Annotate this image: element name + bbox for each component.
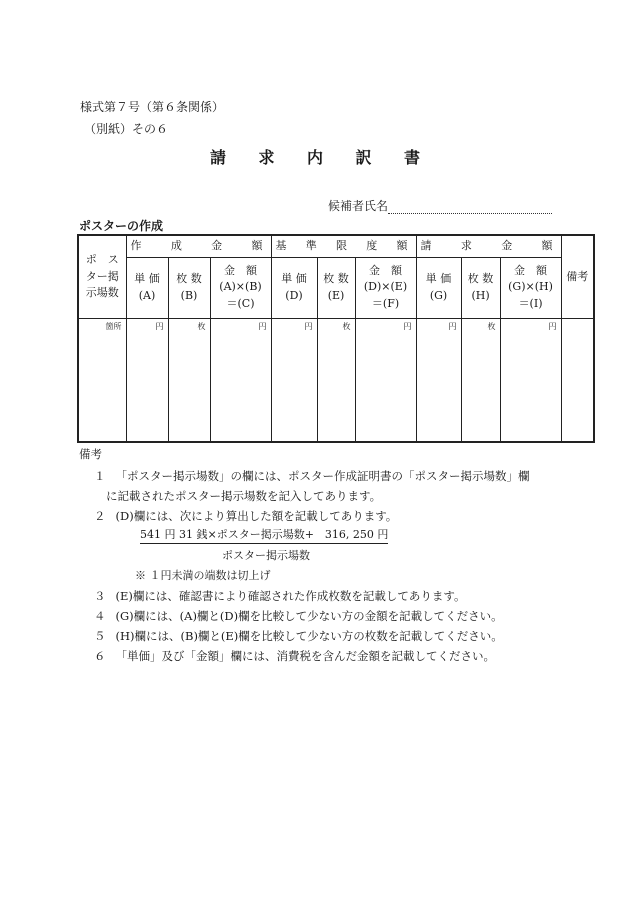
header-line: 示場数 [85, 286, 119, 299]
group-char: 請 [420, 239, 432, 252]
note-item-5: ５ (H)欄には、(B)欄と(E)欄を比較して少ない方の枚数を記載してください。 [94, 629, 503, 643]
group-char: 額 [251, 239, 263, 252]
entry-poster-count[interactable]: 箇所 [78, 318, 126, 442]
claim-breakdown-table [77, 234, 595, 443]
title-char: 内 [306, 148, 323, 167]
section-title: ポスターの作成 [79, 219, 164, 233]
note-item-4: ４ (G)欄には、(A)欄と(D)欄を比較して少ない方の金額を記載してください。 [94, 609, 503, 623]
count-e-header: 枚 数 (E) [317, 257, 355, 318]
group-char: 度 [366, 239, 378, 252]
entry-count-h[interactable]: 枚 [461, 318, 500, 442]
entry-amount-c[interactable]: 円 [210, 318, 271, 442]
group-char: 限 [336, 239, 347, 252]
group-char: 金 [211, 239, 223, 252]
annex-label: （別紙）その６ [84, 122, 169, 136]
group-char: 作 [130, 239, 142, 252]
group-claim-amount [416, 235, 561, 257]
entry-unit-price-d[interactable]: 円 [271, 318, 317, 442]
form-number: 様式第７号（第６条関係） [80, 100, 225, 114]
title-char: 訳 [355, 148, 372, 167]
group-char: 額 [396, 239, 408, 252]
entry-amount-f[interactable]: 円 [355, 318, 416, 442]
title-char: 請 [210, 148, 227, 167]
unit-price-d-header: 単 価 (D) [271, 257, 317, 318]
group-char: 額 [541, 239, 553, 252]
formula-denominator: ポスター掲示場数 [222, 549, 310, 562]
notes-heading: 備考 [79, 447, 102, 461]
entry-amount-i[interactable]: 円 [500, 318, 561, 442]
note-item-3: ３ (E)欄には、確認書により確認された作成枚数を記載してあります。 [94, 589, 466, 603]
remarks-header: 備考 [561, 235, 594, 318]
title-char: 求 [258, 148, 275, 167]
count-b-header: 枚 数 (B) [168, 257, 210, 318]
unit-price-a-header: 単 価 (A) [126, 257, 168, 318]
note-item-6: ６ 「単価」及び「金額」欄には、消費税を含んだ金額を記載してください。 [94, 649, 495, 663]
poster-board-count-header [78, 235, 126, 318]
candidate-name-line[interactable] [388, 201, 552, 214]
entry-remarks[interactable] [561, 318, 594, 442]
group-char: 準 [305, 239, 317, 252]
group-char: 基 [275, 239, 287, 252]
entry-unit-price-a[interactable]: 円 [126, 318, 168, 442]
count-h-header: 枚 数 (H) [461, 257, 500, 318]
group-char: 金 [501, 239, 513, 252]
group-standard-limit [271, 235, 416, 257]
formula-numerator: 541 円 31 銭×ポスター掲示場数+ 316, 250 円 [140, 526, 388, 544]
candidate-name-label: 候補者氏名 [328, 199, 389, 213]
amount-c-header: 金 額 (A)×(B) ＝(C) [210, 257, 271, 318]
group-making-amount [126, 235, 271, 257]
document-title [210, 145, 420, 168]
title-char: 書 [403, 148, 420, 167]
note-item-2: ２ (D)欄には、次により算出した額を記載してあります。 [94, 509, 398, 523]
amount-i-header: 金 額 (G)×(H) ＝(I) [500, 257, 561, 318]
unit-price-g-header: 単 価 (G) [416, 257, 461, 318]
entry-count-e[interactable]: 枚 [317, 318, 355, 442]
header-line: ター掲 [85, 269, 119, 283]
candidate-name-field[interactable] [328, 197, 552, 214]
group-char: 成 [170, 239, 182, 252]
entry-unit-price-g[interactable]: 円 [416, 318, 461, 442]
note-item-1: １ 「ポスター掲示場数」の欄には、ポスター作成証明書の「ポスター掲示場数」欄 [94, 469, 530, 483]
entry-count-b[interactable]: 枚 [168, 318, 210, 442]
note-item-1-cont: に記載されたポスター掲示場数を記入してあります。 [106, 489, 382, 503]
amount-f-header: 金 額 (D)×(E) ＝(F) [355, 257, 416, 318]
group-char: 求 [460, 239, 472, 252]
rounding-note: ※ １円未満の端数は切上げ [135, 569, 271, 582]
header-line: ポ ス [85, 253, 119, 266]
table-row [78, 318, 594, 442]
